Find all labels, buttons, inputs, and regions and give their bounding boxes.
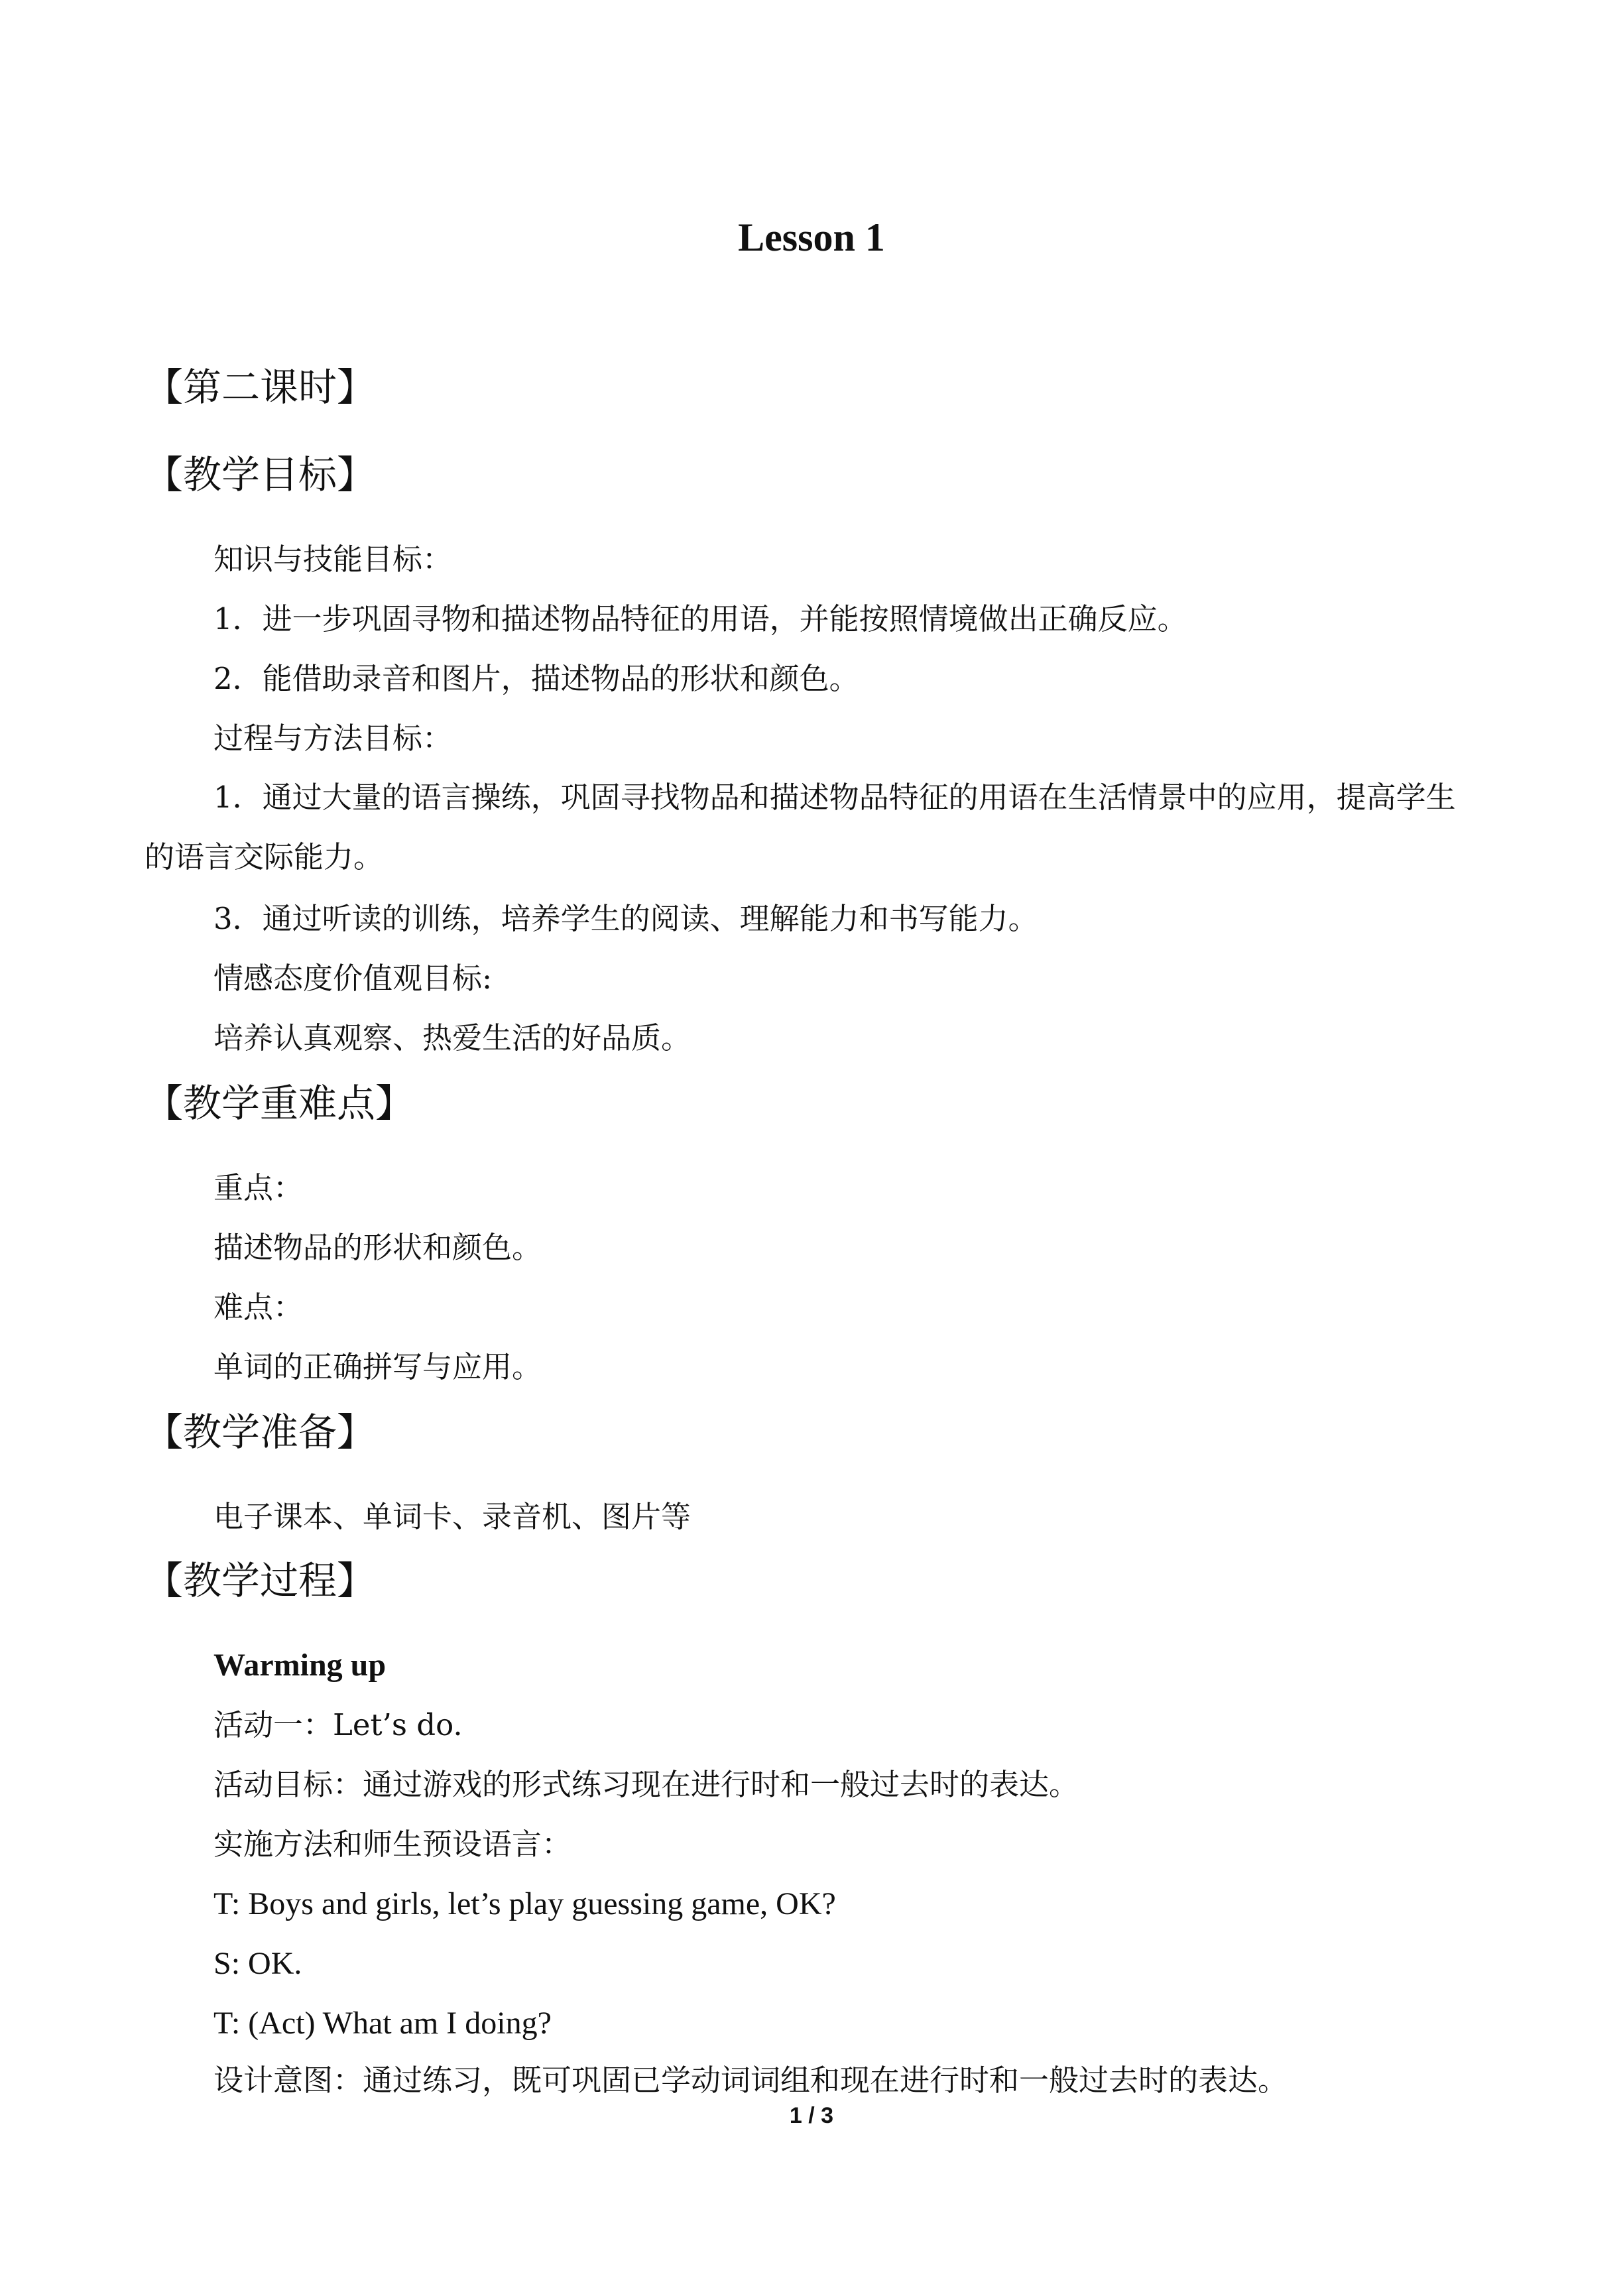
heading-key-points: 【教学重难点】 xyxy=(145,1081,414,1126)
knowledge-item-1: 1．进一步巩固寻物和描述物品特征的用语，并能按照情境做出正确反应。 xyxy=(213,601,1187,636)
difficulty-label: 难点： xyxy=(213,1290,304,1325)
dialogue-line-2: S: OK. xyxy=(213,1946,302,1981)
heading-preparation: 【教学准备】 xyxy=(145,1410,376,1455)
dialogue-line-3: T: (Act) What am I doing? xyxy=(213,2006,552,2041)
activity-title: 活动一：Let’s do. xyxy=(213,1707,463,1742)
knowledge-item-2: 2．能借助录音和图片，描述物品的形状和颜色。 xyxy=(213,661,859,696)
preparation-materials: 电子课本、单词卡、录音机、图片等 xyxy=(213,1499,691,1534)
focus-text: 描述物品的形状和颜色。 xyxy=(213,1230,542,1265)
heading-objectives: 【教学目标】 xyxy=(145,452,376,497)
dialogue-line-1: T: Boys and girls, let’s play guessing game, OK? xyxy=(213,1886,836,1921)
emotion-goal-item: 培养认真观察、热爱生活的好品质。 xyxy=(213,1020,691,1056)
design-intent: 设计意图：通过练习，既可巩固已学动词词组和现在进行时和一般过去时的表达。 xyxy=(213,2063,1288,2098)
method-label: 实施方法和师生预设语言： xyxy=(213,1827,572,1862)
difficulty-text: 单词的正确拼写与应用。 xyxy=(213,1349,542,1384)
knowledge-label: 知识与技能目标： xyxy=(213,542,453,577)
activity-goal: 活动目标：通过游戏的形式练习现在进行时和一般过去时的表达。 xyxy=(213,1767,1079,1802)
heading-period: 【第二课时】 xyxy=(145,365,376,410)
emotion-goal-label: 情感态度价值观目标: xyxy=(213,961,493,996)
section-warming-up: Warming up xyxy=(213,1648,387,1683)
process-goal-label: 过程与方法目标： xyxy=(213,721,453,756)
focus-label: 重点： xyxy=(213,1170,304,1205)
heading-process: 【教学过程】 xyxy=(145,1558,376,1603)
page-title: Lesson 1 xyxy=(738,215,885,259)
page-number: 1 / 3 xyxy=(789,2103,834,2128)
process-goal-item-1: 1．通过大量的语言操练，巩固寻找物品和描述物品特征的用语在生活情景中的应用，提高学生的语言交际能力。 xyxy=(145,780,1456,875)
process-goal-item-3: 3．通过听读的训练，培养学生的阅读、理解能力和书写能力。 xyxy=(213,901,1038,936)
